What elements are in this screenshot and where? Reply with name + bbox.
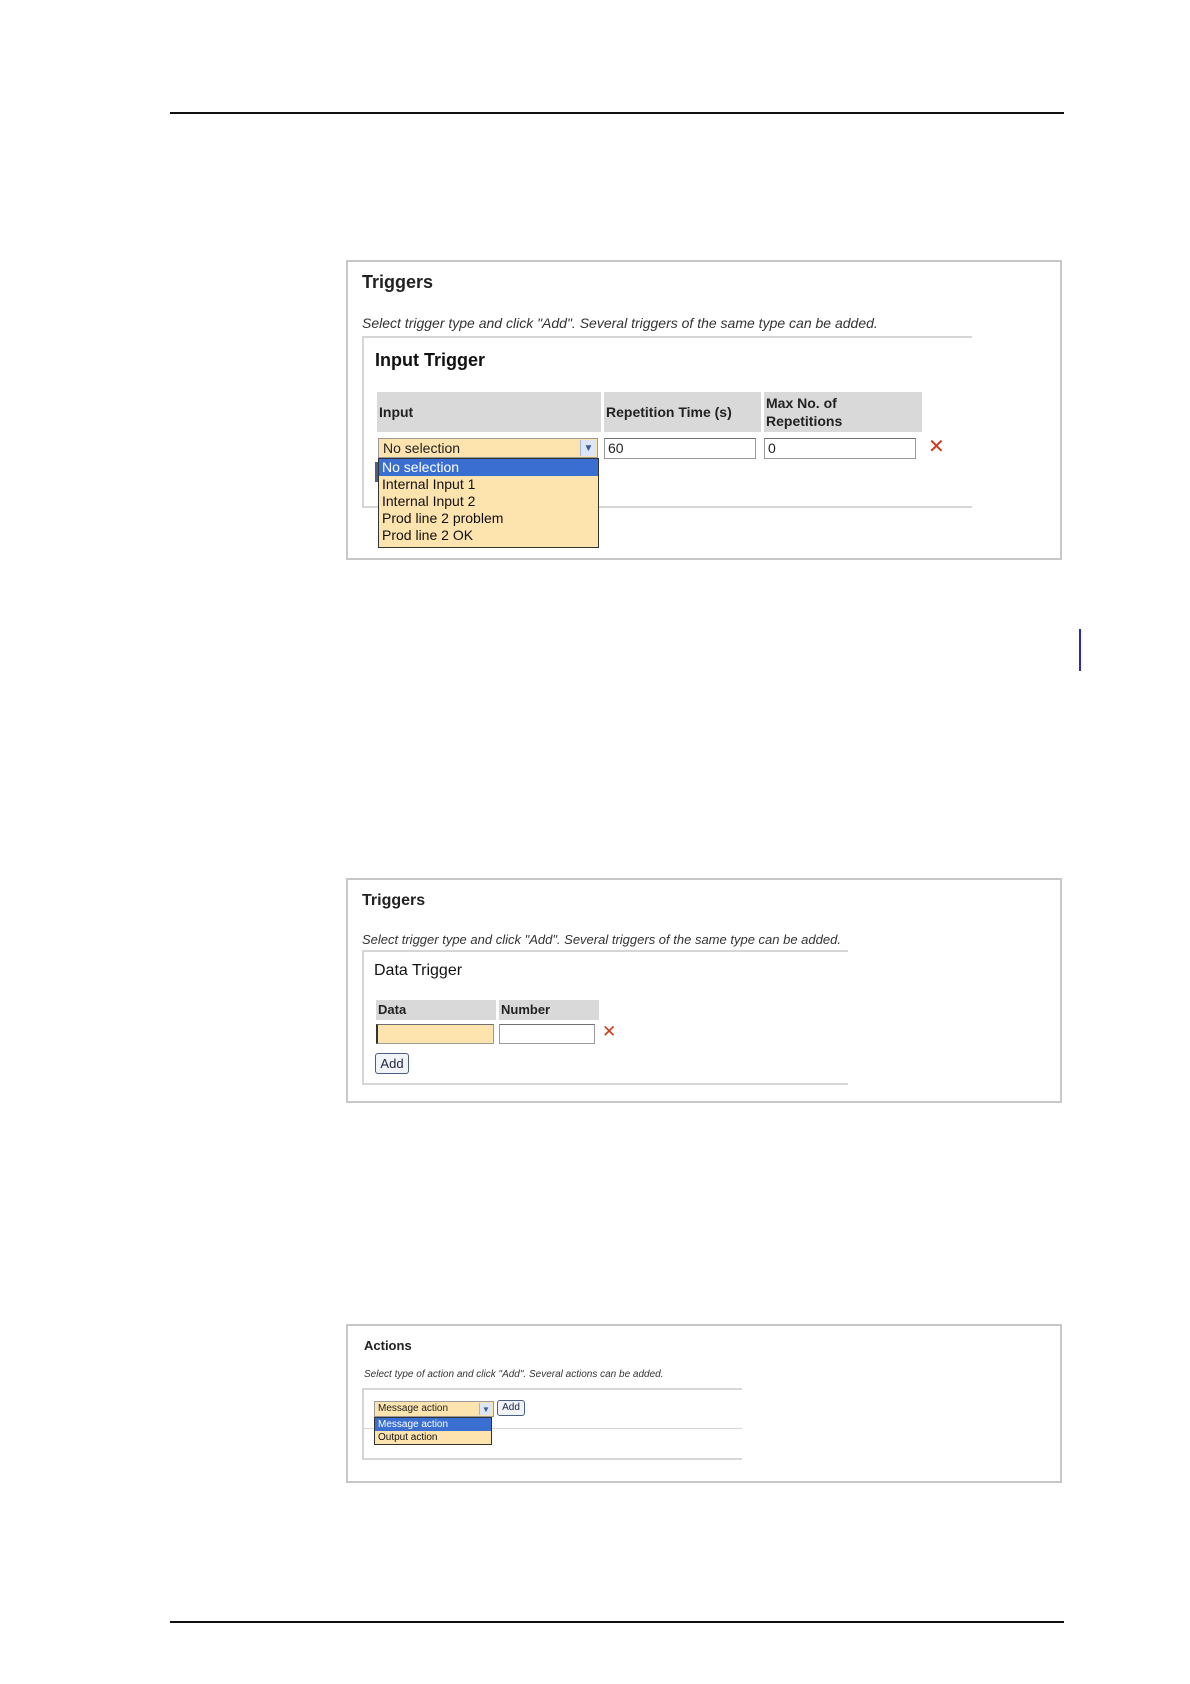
col-header-max-repetitions: Max No. of Repetitions <box>764 392 922 432</box>
col-header-data: Data <box>376 1000 496 1020</box>
actions-hint: Select type of action and click "Add". Several actions can be added. <box>364 1369 664 1380</box>
action-dropdown-list[interactable] <box>374 1417 492 1445</box>
dropdown-option[interactable]: No selection <box>379 459 598 476</box>
triggers-heading: Triggers <box>362 892 426 909</box>
delete-icon[interactable]: ✕ <box>602 1022 617 1041</box>
dropdown-option[interactable]: Prod line 2 problem <box>382 510 504 526</box>
triggers-hint: Select trigger type and click "Add". Several triggers of the same type can be added. <box>362 315 878 331</box>
triggers-heading: Triggers <box>362 272 434 292</box>
screenshot-input-trigger <box>346 260 1062 560</box>
col-header-input: Input <box>377 392 601 432</box>
dropdown-option[interactable]: Prod line 2 OK <box>382 527 474 543</box>
footer-rule <box>170 1621 1064 1623</box>
screenshot-actions <box>346 1324 1062 1483</box>
add-button[interactable]: Add <box>497 1400 525 1416</box>
dropdown-option[interactable]: Output action <box>378 1432 438 1443</box>
col-header-repetition-time: Repetition Time (s) <box>604 392 761 432</box>
chevron-down-icon[interactable]: ▼ <box>479 1403 492 1415</box>
delete-icon[interactable]: ✕ <box>928 436 945 458</box>
input-select-value: No selection <box>383 440 461 456</box>
triggers-hint: Select trigger type and click "Add". Several triggers of the same type can be added. <box>362 932 841 947</box>
dropdown-option[interactable]: Internal Input 2 <box>382 493 476 509</box>
data-trigger-panel <box>362 950 848 1085</box>
input-select[interactable] <box>378 438 598 458</box>
action-select-value: Message action <box>378 1403 449 1414</box>
actions-heading: Actions <box>364 1338 412 1353</box>
input-trigger-panel <box>362 336 972 543</box>
repetition-time-field[interactable]: 60 <box>604 438 756 459</box>
data-field[interactable] <box>376 1024 494 1044</box>
screenshot-data-trigger <box>346 878 1062 1103</box>
action-type-select[interactable] <box>374 1401 494 1417</box>
panel-title: Input Trigger <box>375 350 485 370</box>
actions-panel <box>362 1388 742 1460</box>
header-rule <box>170 112 1064 114</box>
change-bar <box>1079 629 1081 671</box>
add-button[interactable]: Add <box>375 1053 409 1074</box>
number-field[interactable] <box>499 1024 595 1044</box>
col-header-number: Number <box>499 1000 599 1020</box>
input-dropdown-list[interactable] <box>378 458 599 548</box>
panel-title: Data Trigger <box>374 962 463 979</box>
max-repetitions-field[interactable]: 0 <box>764 438 916 459</box>
chevron-down-icon[interactable]: ▼ <box>580 440 596 456</box>
dropdown-option[interactable]: Internal Input 1 <box>382 476 476 492</box>
dropdown-option[interactable]: Message action <box>375 1418 491 1431</box>
